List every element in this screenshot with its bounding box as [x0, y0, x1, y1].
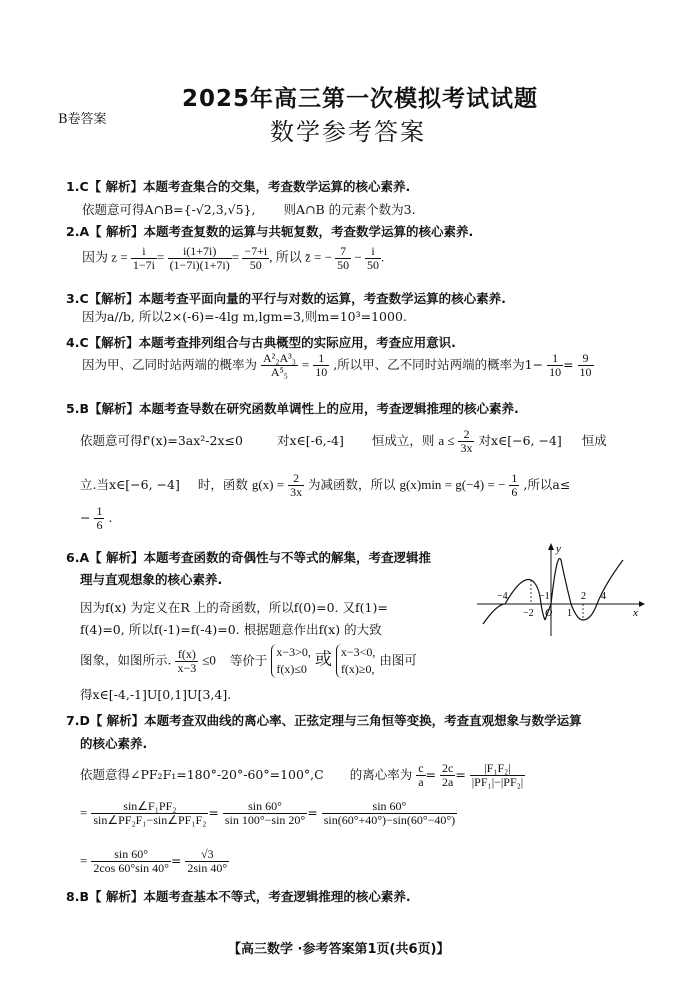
- q5-line2: 立.当x∈[−6, −4] 时，函数 g(x) = $\frac{2}{3x}$ 为减函数，所以 g(x)min = g(−4) = − $\frac{1}{6}$ ,所以a≤: [80, 471, 571, 499]
- q7-heading-2: 的核心素养.: [80, 736, 148, 751]
- q7-line2: = $\frac{\text{sin∠F₁PF₂}}{\text{sin∠PF₂F₁−sin∠PF₁F₂}}$ = $\frac{\sin 60^\circ}{\sin 100^\circ-\sin 20^\circ}$ = $\frac{\sin 60^\circ}{\sin(60^\circ+40^\circ)-\sin(60^\circ-40^\circ)}$: [80, 799, 456, 827]
- q8-heading: 8.B【 解析】本题考查基本不等式，考查逻辑推理的核心素养.: [66, 889, 411, 904]
- curve-left: [483, 580, 545, 625]
- q5-heading: 5.B【解析】本题考查导数在研究函数单调性上的应用，考查逻辑推理的核心素养.: [66, 401, 519, 416]
- x-axis-label: x: [633, 607, 638, 619]
- y-axis-label: y: [556, 543, 561, 555]
- q4-equation: 因为甲、乙同时站两端的概率为 $\frac{\text{A²₂A³₃}}{\text{A⁵₅}}$ = $\frac{1}{10}$ ,所以甲、乙不同时站两端的概率为1− $\frac{1}{10}$ = $\frac{9}{10}$: [82, 351, 592, 379]
- q5-line1: 依题意可得f'(x)=3ax²-2x≤0 对x∈[-6,-4] 恒成立，则 a ≤ $\frac{2}{3x}$ 对x∈[−6, −4] 恒成: [80, 427, 607, 455]
- tick-minus1: −1: [539, 591, 550, 602]
- tick-2: 2: [581, 591, 586, 602]
- q1-heading: 1.C【 解析】本题考查集合的交集，考查数学运算的核心素养.: [66, 179, 411, 194]
- curve-right: [545, 558, 623, 620]
- q1-line: 依题意可得A∩B={-√2,3,√5}, 则A∩B 的元素个数为3.: [82, 202, 416, 217]
- q7-line1: 依题意得∠PF₂F₁=180°-20°-60°=100°,C 的离心率为 $\frac{c}{a}$ = $\frac{2c}{2a}$ = $\frac{\text{|F₁F₂|}}{\text{|PF₁|−|PF₂|}}$: [80, 761, 524, 789]
- page-title: 2025年高三第一次模拟考试试题: [182, 86, 539, 112]
- q6-line4: 得x∈[-4,-1]U[0,1]U[3,4].: [80, 687, 232, 702]
- q5-line3: − $\frac{1}{6}$ .: [80, 504, 113, 532]
- q4-heading: 4.C【解析】本题考查排列组合与古典概型的实际应用，考查应用意识.: [66, 335, 456, 350]
- q3-line: 因为a//b, 所以2×(-6)=-4lg m,lgm=3,则m=10³=1000.: [82, 309, 407, 324]
- origin-label: O: [545, 608, 553, 619]
- page-footer: 【高三数学 ·参考答案第1页(共6页)】: [228, 942, 450, 957]
- q2-equation: 因为 z = $\frac{i}{1-7i}$ = $\frac{i(1+7i)}{(1-7i)(1+7i)}$ = $\frac{-7+i}{50}$ , 所以 z̄ = − $\frac{7}{50}$ − $\frac{i}{50}$ .: [82, 244, 385, 272]
- paper-tag: B卷答案: [58, 112, 107, 127]
- q7-heading-1: 7.D【 解析】本题考查双曲线的离心率、正弦定理与三角恒等变换，考查直观想象与数学运算: [66, 713, 582, 728]
- q6-line3: 图象，如图所示. $\frac{f(x)}{x-3}$ ≤0 等价于 x−3>0, f(x)≤0 或 x−3<0, f(x)≥0, 由图可: [80, 645, 417, 676]
- q2-heading: 2.A【 解析】本题考查复数的运算与共轭复数，考查数学运算的核心素养.: [66, 224, 474, 239]
- q6-heading-2: 理与直观想象的核心素养.: [80, 572, 223, 587]
- y-axis-arrow: [548, 543, 554, 550]
- x-axis-arrow: [639, 601, 645, 607]
- tick-1: 1: [567, 608, 572, 619]
- q6-heading-1: 6.A【 解析】本题考查函数的奇偶性与不等式的解集，考查逻辑推: [66, 550, 431, 565]
- q6-line2: f(4)=0, 所以f(-1)=f(-4)=0. 根据题意作出f(x) 的大致: [80, 622, 382, 637]
- q6-line1: 因为f(x) 为定义在R 上的奇函数，所以f(0)=0. 又f(1)=: [80, 600, 388, 615]
- q3-heading: 3.C【解析】本题考查平面向量的平行与对数的运算，考查数学运算的核心素养.: [66, 291, 506, 306]
- q7-line3: = $\frac{\sin 60^\circ}{2\cos 60^\circ\sin 40^\circ}$ = $\frac{√3}{2\sin 40^\circ}$: [80, 847, 228, 875]
- tick-4: 4: [601, 591, 606, 602]
- tick-minus2: −2: [523, 608, 534, 619]
- page-subtitle: 数学参考答案: [270, 118, 426, 146]
- tick-minus4: −4: [497, 591, 508, 602]
- function-graph: [475, 540, 645, 640]
